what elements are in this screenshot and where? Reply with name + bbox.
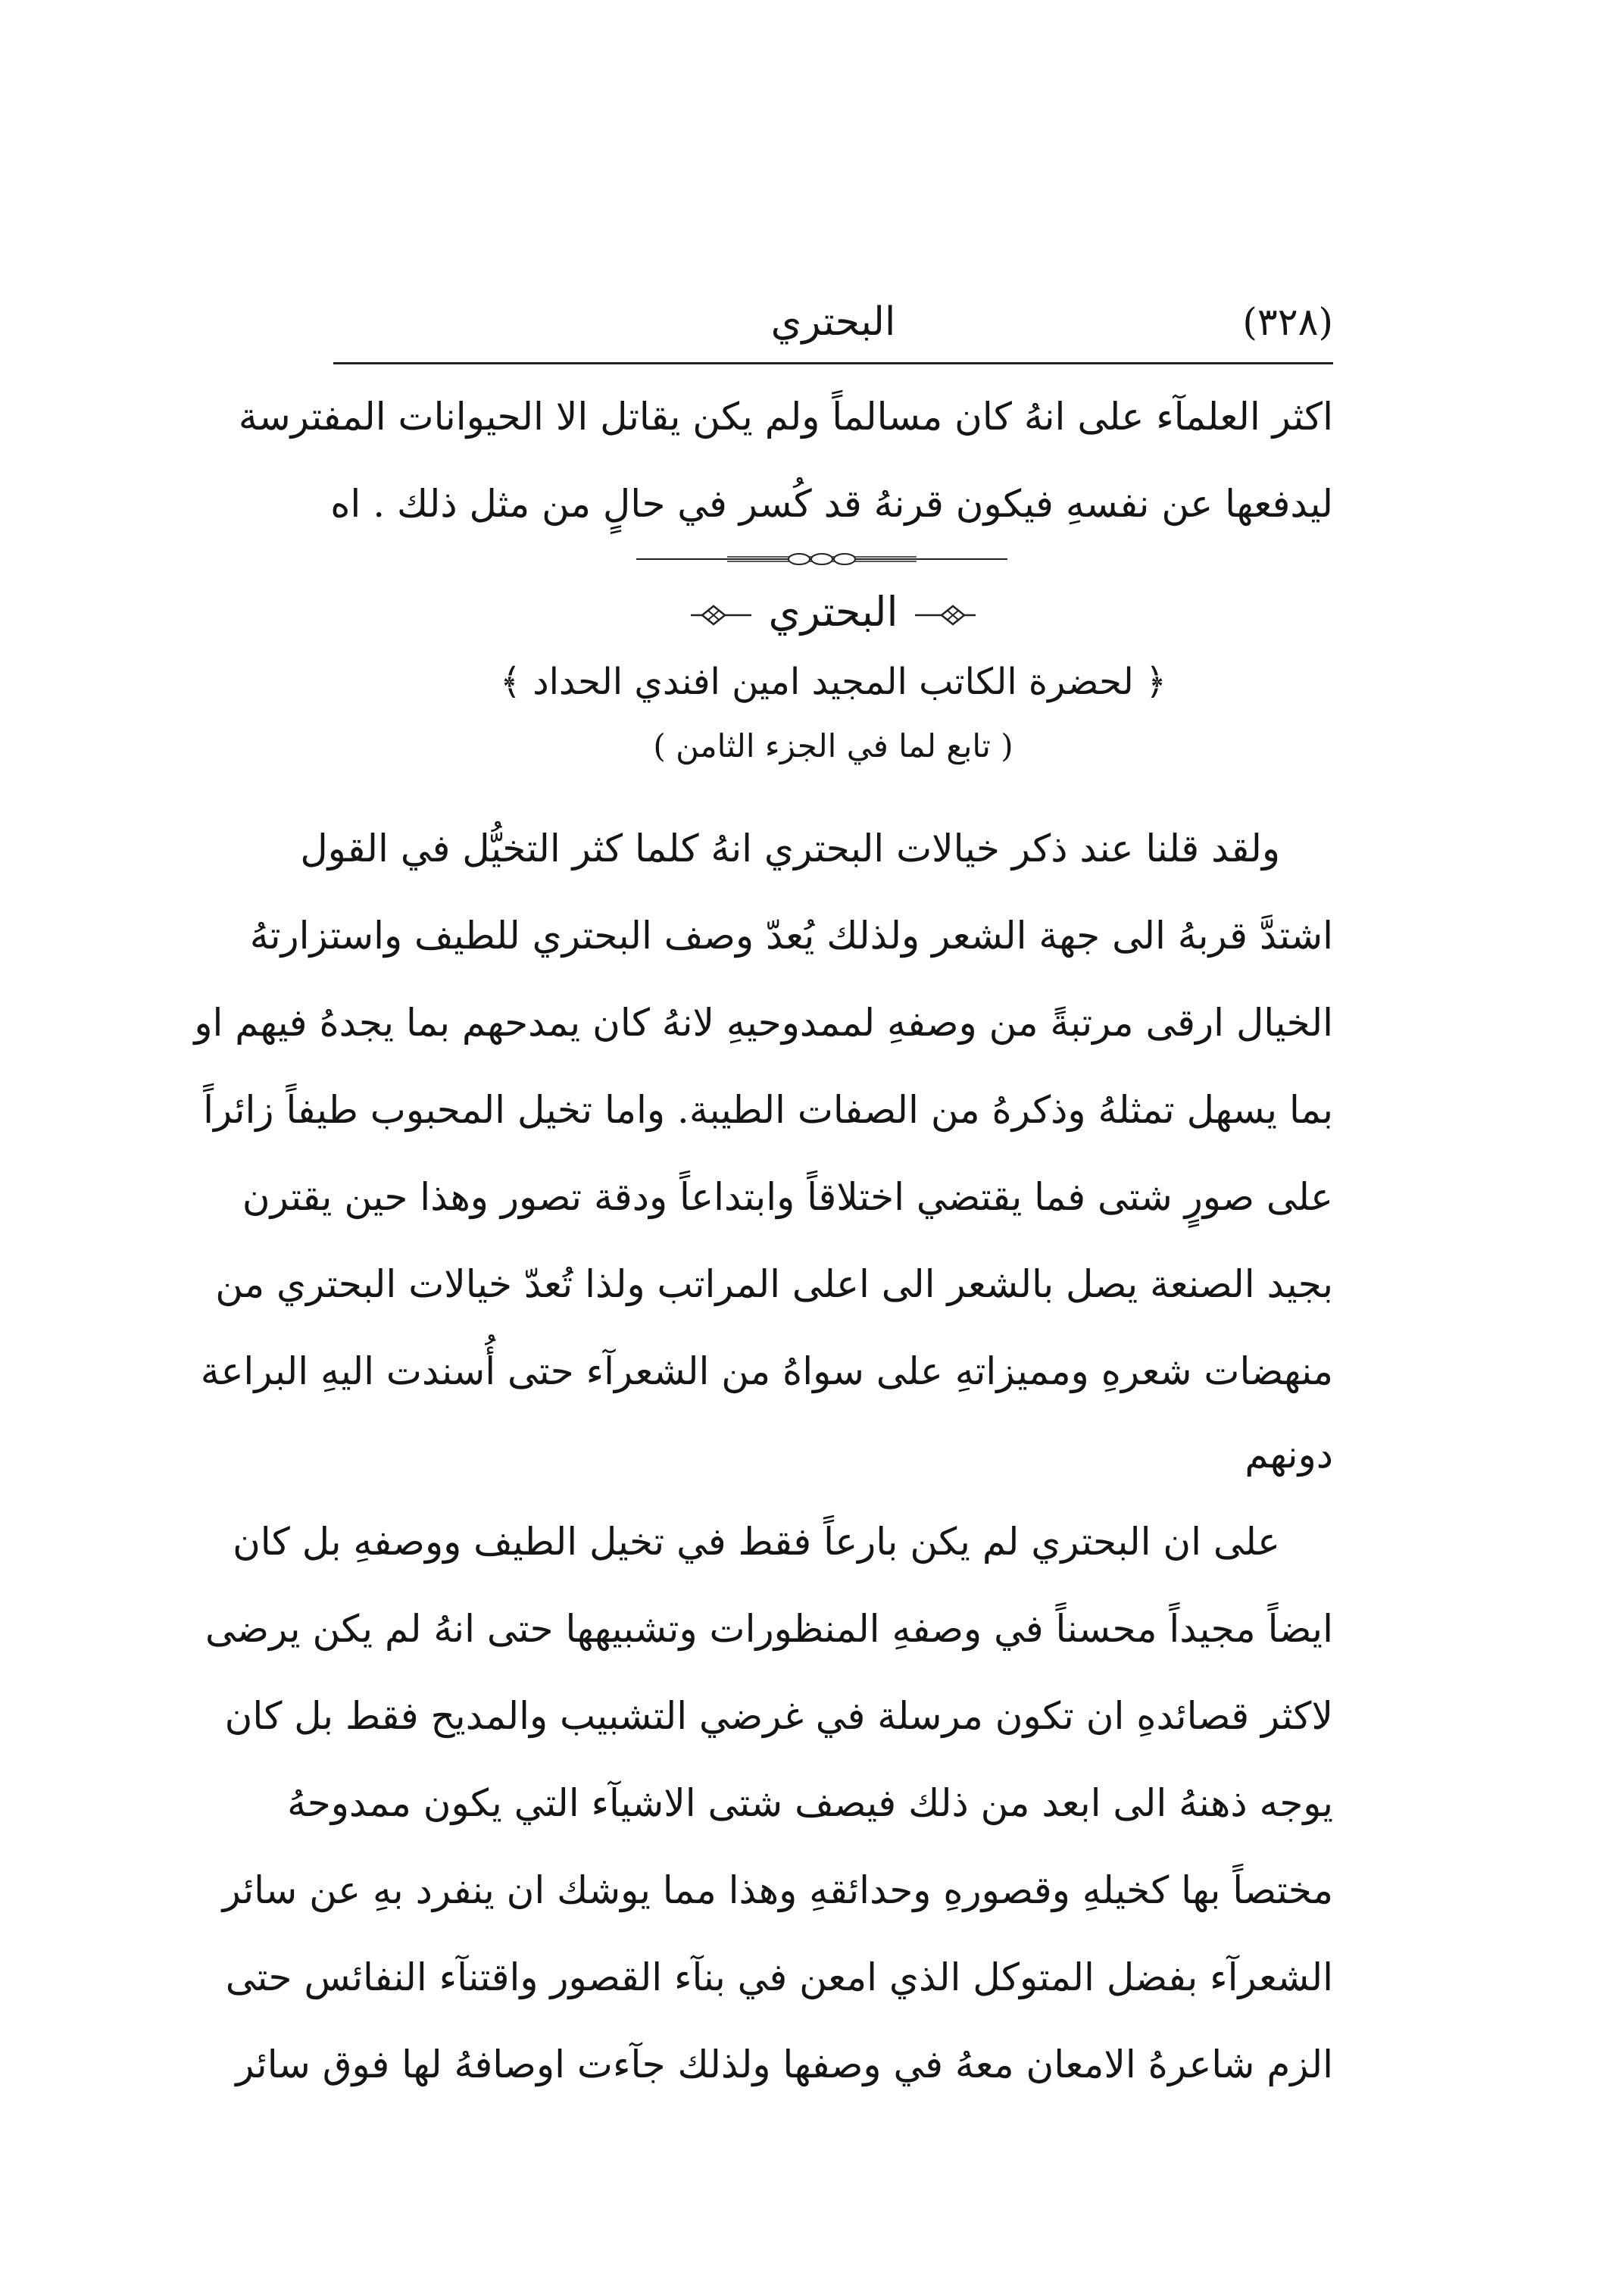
text-line: الخيال ارقى مرتبةً من وصفهِ لممدوحيهِ لانهُ كان يمدحهم بما يجدهُ فيهم او — [194, 1001, 1333, 1045]
text-line: ايضاً مجيداً محسناً في وصفهِ المنظورات وتشبيهها حتى انهُ لم يكن يرضى — [205, 1607, 1333, 1651]
text-line: مختصاً بها كخيلهِ وقصورهِ وحدائقهِ وهذا مما يوشك ان ينفرد بهِ عن سائر — [222, 1868, 1333, 1912]
page-header — [333, 292, 1333, 352]
article-title-text: البحتري — [768, 588, 898, 636]
text-line: بما يسهل تمثلهُ وذكرهُ من الصفات الطيبة. واما تخيل المحبوب طيفاً زائراً — [203, 1088, 1333, 1132]
text-line: الشعرآء بفضل المتوكل الذي امعن في بنآء القصور واقتنآء النفائس حتى — [225, 1955, 1333, 1999]
text-line: ولقد قلنا عند ذكر خيالات البحتري انهُ كلما كثر التخيُّل في القول — [300, 827, 1280, 870]
running-title: البحتري — [770, 299, 896, 345]
text-line: بجيد الصنعة يصل بالشعر الى اعلى المراتب ولذا تُعدّ خيالات البحتري من — [215, 1262, 1333, 1306]
text-line: منهضات شعرهِ ومميزاتهِ على سواهُ من الشعرآء حتى أُسندت اليهِ البراعة — [200, 1349, 1333, 1393]
text-line: على صورٍ شتى فما يقتضي اختلاقاً وابتداعاً ودقة تصور وهذا حين يقترن — [242, 1175, 1333, 1219]
title-flourish-right — [911, 600, 979, 630]
page-number: (٣٢٨) — [1242, 300, 1333, 344]
author-line: ﴿ لحضرة الكاتب المجيد امين افندي الحداد ﴾ — [499, 661, 1167, 703]
text-line: يوجه ذهنهُ الى ابعد من ذلك فيصف شتى الاشيآء التي يكون ممدوحهُ — [287, 1781, 1333, 1825]
continuation-note: ( تابع لما في الجزء الثامن ) — [653, 727, 1013, 764]
text-line: الزم شاعرهُ الامعان معهُ في وصفها ولذلك جآءت اوصافهُ لها فوق سائر — [236, 2043, 1333, 2086]
text-line: دونهم — [1245, 1433, 1333, 1477]
text-line: ليدفعها عن نفسهِ فيكون قرنهُ قد كُسر في حالٍ من مثل ذلك . اه — [330, 482, 1333, 526]
article-title — [333, 582, 1333, 642]
text-line: على ان البحتري لم يكن بارعاً فقط في تخيل الطيف ووصفهِ بل كان — [233, 1520, 1280, 1564]
text-line: اشتدَّ قربهُ الى جهة الشعر ولذلك يُعدّ وصف البحتري للطيف واستزارتهُ — [249, 914, 1333, 958]
title-flourish-left — [687, 600, 755, 630]
text-line: لاكثر قصائدهِ ان تكون مرسلة في غرضي التشبيب والمديح فقط بل كان — [224, 1694, 1333, 1738]
text-line: اكثر العلمآء على انهُ كان مسالماً ولم يكن يقاتل الا الحيوانات المفترسة — [238, 395, 1333, 439]
section-divider-ornament — [636, 549, 1007, 569]
header-rule — [333, 362, 1333, 364]
